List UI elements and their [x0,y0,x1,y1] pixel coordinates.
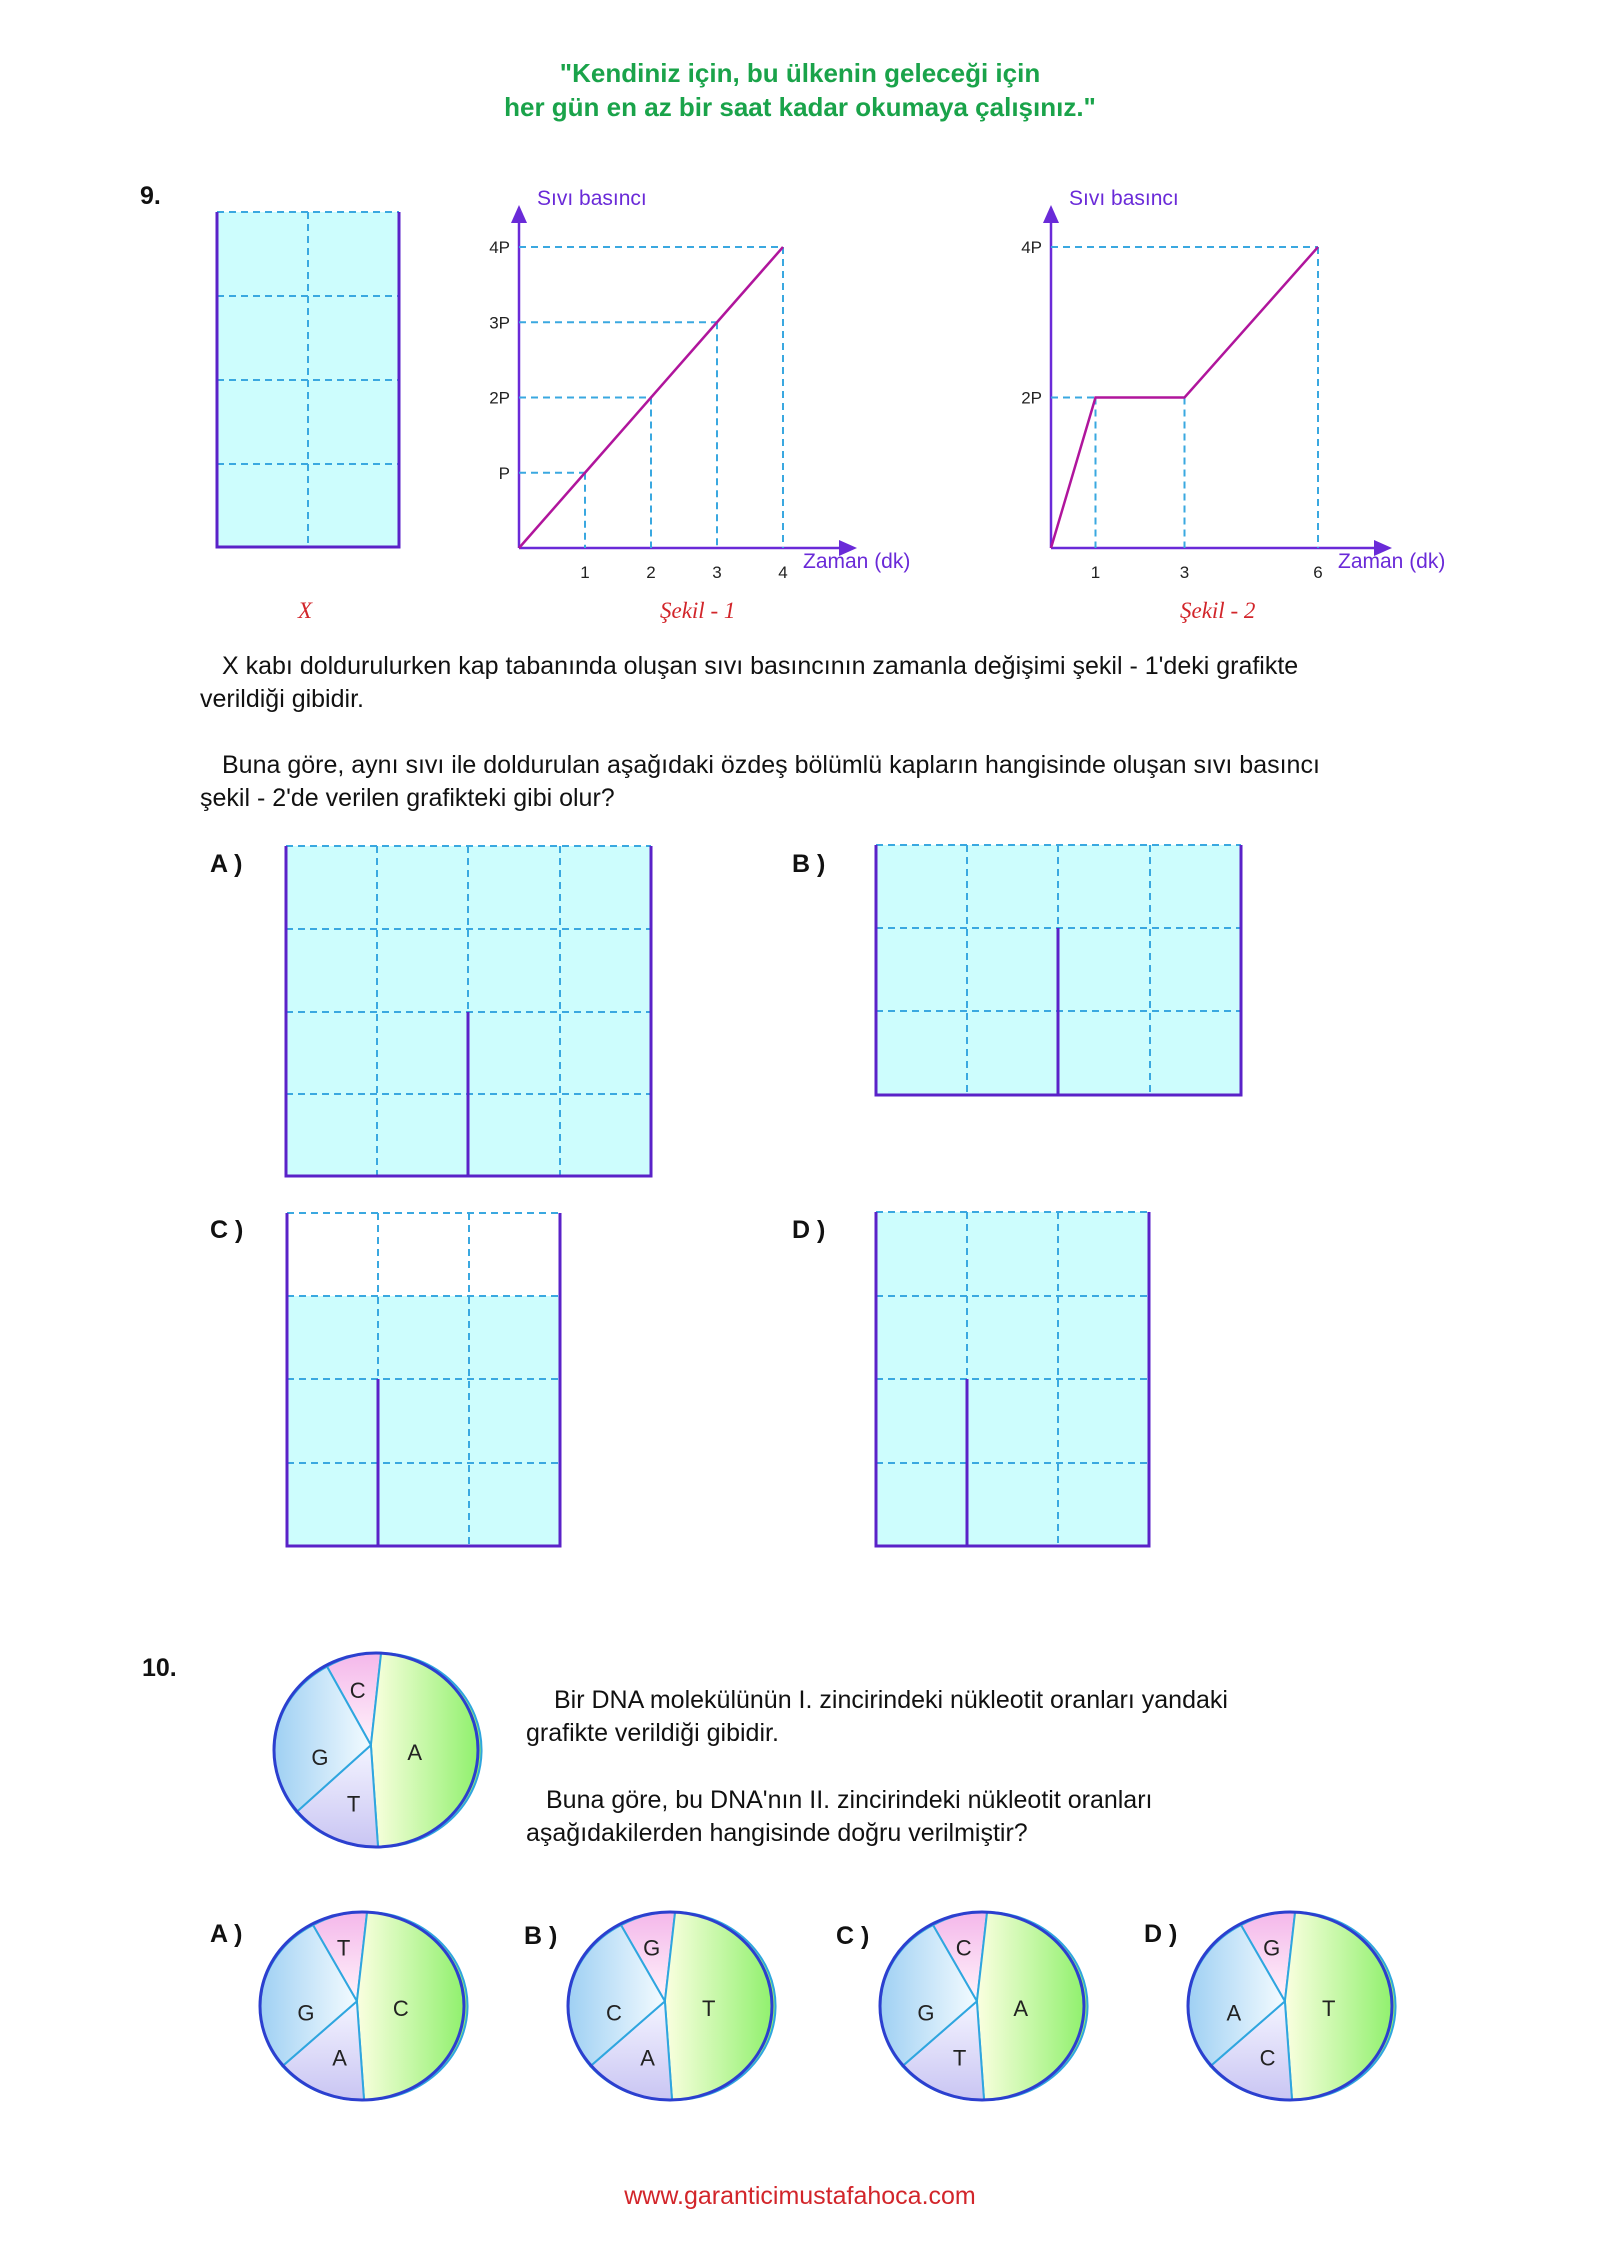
footer-website[interactable]: www.garanticimustafahoca.com [624,2182,976,2210]
q9-option-a[interactable]: A ) [210,850,243,878]
pie-slice-right [371,1653,482,1847]
pie-label: A [640,2045,655,2071]
pie-label: C [349,1677,366,1703]
pie-label: G [1263,1935,1281,1961]
q9-paragraph-2-line-1: Buna göre, aynı sıvı ile doldurulan aşağıdaki özdeş bölümlü kapların hangisinde oluşan sıvı basıncı [222,751,1320,779]
x-axis-label: Zaman (dk) [803,550,911,573]
pie-main [274,1653,482,1847]
pie-option-a[interactable] [260,1912,468,2100]
pie-label: T [952,2045,967,2071]
y-axis-label: Sıvı basıncı [537,187,647,210]
pie-label: T [336,1935,351,1961]
q9-paragraph-1-line-1: X kabı doldurulurken kap tabanında oluşan sıvı basıncının zamanla değişimi şekil - 1'deki grafikte [222,652,1299,680]
q10-paragraph-2-line-1: Buna göre, bu DNA'nın II. zincirindeki nükleotit oranları [546,1786,1153,1814]
x-axis-label: Zaman (dk) [1338,550,1446,573]
q10-paragraph-1-line-1: Bir DNA molekülünün I. zincirindeki nükleotit oranları yandaki [554,1686,1228,1714]
question-9-number: 9. [140,182,161,210]
pie-option-b[interactable] [568,1912,776,2100]
q10-paragraph-2-line-2: aşağıdakilerden hangisinde doğru verilmiştir? [526,1819,1028,1847]
x-tick-label: 3 [712,563,722,582]
q9-option-c[interactable]: C ) [210,1216,244,1244]
pie-label: G [917,2000,935,2026]
pie-label: A [1013,1995,1029,2021]
y-tick-label: 4P [489,238,510,257]
y-tick-label: 4P [1021,238,1042,257]
pie-label: C [1259,2045,1276,2071]
pie-label: T [702,1995,716,2021]
x-tick-label: 3 [1179,563,1190,582]
q9-option-d[interactable]: D ) [792,1216,826,1244]
pie-label: A [407,1739,423,1765]
motto-line-2: her gün en az bir saat kadar okumaya çalışınız." [504,92,1096,122]
pie-label: G [297,2000,315,2026]
question-10-number: 10. [142,1654,177,1682]
q10-option-d[interactable]: D ) [1144,1920,1178,1948]
pie-option-c[interactable] [880,1912,1088,2100]
pie-slice-right [977,1912,1088,2100]
y-tick-label: 3P [489,313,510,333]
x-tick-label: 6 [1313,563,1323,582]
q9-paragraph-2-line-2: şekil - 2'de verilen grafikteki gibi olur? [200,784,615,812]
q9-paragraph-1-line-2: verildiği gibidir. [200,685,364,713]
q10-option-a[interactable]: A ) [210,1920,243,1948]
pie-option-d[interactable] [1188,1912,1396,2100]
x-tick-label: 2 [646,563,656,582]
q10-option-c[interactable]: C ) [836,1922,870,1950]
pie-label: T [1322,1995,1336,2021]
pie-label: G [311,1744,329,1770]
pie-slice-right [1285,1912,1396,2100]
pie-slice-right [665,1912,776,2100]
y-tick-label: 2P [1021,388,1042,408]
y-tick-label: 2P [489,388,510,408]
motto-line-1: "Kendiniz için, bu ülkenin geleceği için [559,58,1041,88]
container-x-caption: X [298,598,313,623]
pie-label: T [346,1791,361,1817]
graph1-caption: Şekil - 1 [660,598,736,623]
pie-label: C [605,2000,622,2026]
q10-option-b[interactable]: B ) [524,1922,558,1950]
pie-label: A [1226,2000,1242,2026]
x-tick-label: 4 [778,563,788,582]
x-tick-label: 1 [580,563,590,582]
y-tick-label: P [498,463,510,483]
q10-paragraph-1-line-2: grafikte verildiği gibidir. [526,1719,779,1747]
x-tick-label: 1 [1090,563,1101,582]
pie-label: A [332,2045,347,2071]
pie-label: G [643,1935,661,1961]
pie-slice-right [357,1912,468,2100]
q9-option-b[interactable]: B ) [792,850,826,878]
graph2-caption: Şekil - 2 [1180,598,1256,623]
y-axis-label: Sıvı basıncı [1069,187,1179,210]
pie-label: C [392,1995,409,2021]
pie-label: C [955,1935,972,1961]
